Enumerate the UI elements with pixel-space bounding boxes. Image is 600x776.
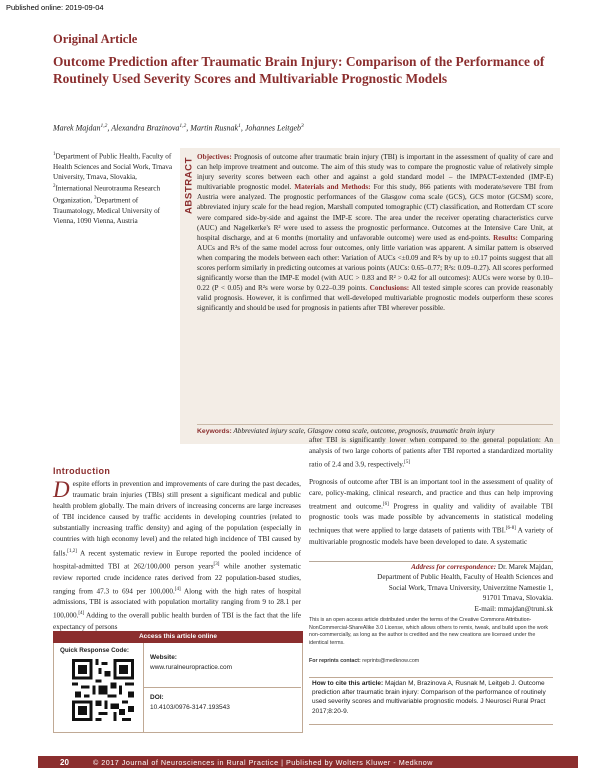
affiliations: $^1$Department of Public Health, Faculty of Health Sciences and Social Work, Trnava University, Trnava, Slovakia, $^2$International Neurotrauma Research Organization, $^3$Department of Traumatology, Medical University of Vienna, 1090 Vienna, Austria: [53, 152, 173, 225]
article-type: Original Article: [53, 32, 138, 46]
citation-label: How to cite this article:: [312, 680, 384, 687]
license-text: This is an open access article distributed under the terms of the Creative Commons Attribution-NonCommercial-ShareAlike 3.0 License, which allows others to remix, tweak, and build upon the work non-commercially, as long as the author is credited and the new creations are licensed under the identical terms.: [309, 617, 549, 646]
keywords-divider: [197, 424, 553, 425]
citation-text: How to cite this article: Majdan M, Brazinova A, Rusnak M, Leitgeb J. Outcome prediction after traumatic brain injury: Comparison of the performance of routinely used severity scores and multivariable prognostic models. J Neurosci Rural Pract 2017;8:20-9.: [312, 680, 546, 715]
conclusions-text: All tested simple scores can provide reasonably valid prognosis. However, it is confirmed that well-developed multivariable prognostic models outperform these scores significantly and should be used for prognosis in patients after TBI wherever possible.: [197, 284, 553, 313]
introduction-heading: Introduction: [53, 466, 111, 476]
conclusions-label: Conclusions:: [369, 284, 410, 293]
drop-cap: D: [53, 477, 70, 502]
affiliation-3: Department of Traumatology, Medical University of Vienna, 1090 Vienna, Austria: [53, 196, 161, 225]
correspondence-email[interactable]: E-mail: mmajdan@truni.sk: [474, 604, 553, 613]
keywords-text: Abbreviated injury scale, Glasgow coma scale, outcome, prognosis, traumatic brain injury: [233, 427, 495, 435]
author-name: Marek Majdan: [53, 123, 101, 133]
author-affil-sup: 3: [301, 123, 304, 129]
body-column-right: [309, 435, 553, 554]
reprints-email[interactable]: reprints@medknow.com: [360, 658, 420, 664]
affiliation-2: International Neurotrauma Research Organization,: [53, 184, 161, 205]
website-label: Website:: [150, 654, 177, 661]
author-affil-sup: 1,2: [179, 123, 187, 129]
correspondence-label: Address for correspondence:: [411, 563, 497, 571]
author-affil-sup: 1,2: [100, 123, 108, 129]
author-name: Alexandra Brazinova: [111, 123, 180, 133]
author-name: Johannes Leitgeb: [244, 123, 302, 133]
methods-label: Materials and Methods:: [294, 183, 371, 192]
reprints-contact: For reprints contact: reprints@medknow.com: [309, 658, 420, 664]
results-label: Results:: [493, 233, 518, 242]
access-online-header: Access this article online: [53, 631, 303, 643]
keywords-label: Keywords:: [197, 428, 232, 435]
author-name: Martin Rusnak: [190, 123, 239, 133]
body-column-left: Despite efforts in prevention and improvements of care during the past decades, traumatic brain injuries (TBIs) still present a significant medical and public health problem globally. The main drivers of increasing concerns are large increases of TBI incidence caused by traffic accidents in developing countries (related to substantially increasing traffic density) and aging of the population (especially in countries with high economy level) and the related high incidence of TBI caused by falls.[1,2] A recent systematic review in Europe reported the pooled incidence of hospital-admitted TBI at 262/100,000 person years[3] while another systematic review reported crude incidence rates derived from 22 population-based studies, ranging from 47.3 to 694 per 100,000.[4] Along with the high rates of hospital admissions, TBI is associated with population mortality ranging from 9 to 28.1 per 100,000.[4] Adding to the overall public health burden of TBI is the fact that the life expectancy of persons: [53, 477, 301, 631]
article-title: Outcome Prediction after Traumatic Brain Injury: Comparison of the Performance of Routinely Used Severity Scores and Multivariable Prognostic Models: [53, 54, 545, 86]
published-online-date: Published online: 2019-09-04: [6, 3, 104, 12]
footer-journal-text: © 2017 Journal of Neurosciences in Rural Practice | Published by Wolters Kluwer - Medknow: [93, 758, 433, 767]
correspondence-address: Address for correspondence: Dr. Marek Majdan, Department of Public Health, Faculty of Health Sciences and Social Work, Trnava University, Univerzitne Namestie 1, 91701 Trnava, Slovakia. E-mail: mmajdan@truni.sk: [377, 563, 553, 613]
results-text: Comparing AUCs and R²s of the same model across four outcomes, only little variation was apparent. A similar pattern is observed when comparing the models between each other: Variation of AUCs <±0.09 and R²s by up to ±0.17 points suggest that all scores perform similarly in predicting outcomes at various points (AUCs: 0.65–0.77; R²s: 0.09–0.27). All scores performed significantly worse than the IMP-E model (with AUC > 0.83 and R² > 0.42 for all outcomes): AUCs were worse by 0.10–0.22 (P < 0.05) and R²s were worse by 0.22–0.39 points.: [197, 233, 553, 293]
website-link[interactable]: www.ruralneuropractice.com: [150, 664, 233, 671]
qr-code-label: Quick Response Code:: [60, 647, 129, 654]
page-number: 20: [60, 758, 69, 767]
doi-label: DOI:: [150, 694, 164, 701]
access-box-divider: [143, 687, 301, 688]
objectives-label: Objectives:: [197, 153, 232, 161]
methods-text: For this study, 866 patients with moderate/severe TBI from Austria were analyzed. The prognostic performances of the Glasgow coma scale (GCS), GCS motor (GCSM) score, abbreviated injury scale for the head region, Marshall computed tomographic (CT) classification, and Rotterdam CT score were compared side-by-side and against the IMP-E score. The area under the receiver operating characteristics curve (AUC) and Nagelkerke's R² were used to assess the prognostic performance. Outcomes at the Intensive Care Unit, at hospital discharge, and at 6 months (mortality and unfavorable outcome) were used as end-points.: [197, 183, 554, 242]
abstract-side-label: ABSTRACT: [183, 156, 195, 215]
affiliation-1: Department of Public Health, Faculty of Health Sciences and Social Work, Trnava University, Trnava, Slovakia,: [53, 152, 173, 181]
paragraph: Prognosis of outcome after TBI is an important tool in the assessment of quality of care, policy-making, clinical research, and practice and thus can help improving treatment and outcome.[6] Progress in quality and validity of available TBI prognostic tools was made possible by advancements in statistical modeling techniques that were applied to large datasets of patients with TBI.[6-8] A variety of multivariable prognostic models have been developed to date. A systematic: [309, 477, 553, 546]
author-list: Marek Majdan$^{1,2}$, Alexandra Brazinova$^{1,2}$, Martin Rusnak$^1$, Johannes Leitgeb$^3$: [53, 123, 304, 133]
doi-link[interactable]: 10.4103/0976-3147.193543: [150, 704, 230, 711]
objectives-text: Prognosis of outcome after traumatic brain injury (TBI) is important in the assessment of quality of care and can help improve treatment and outcome. The aim of this study was to compare the prognostic value of relatively simple injury severity scores between each other and against a gold standard model – the IMPACT-extended (IMP-E) multivariable prognostic model.: [197, 153, 554, 192]
qr-code-icon[interactable]: [72, 659, 134, 721]
author-affil-sup: 1: [238, 123, 241, 129]
paragraph: after TBI is significantly lower when compared to the general population: An analysis of two large cohorts of patients after TBI reported a standardized mortality ratio of 2.4 and 3.9, respectively.[5]: [309, 436, 553, 469]
abstract-text: [197, 152, 553, 314]
